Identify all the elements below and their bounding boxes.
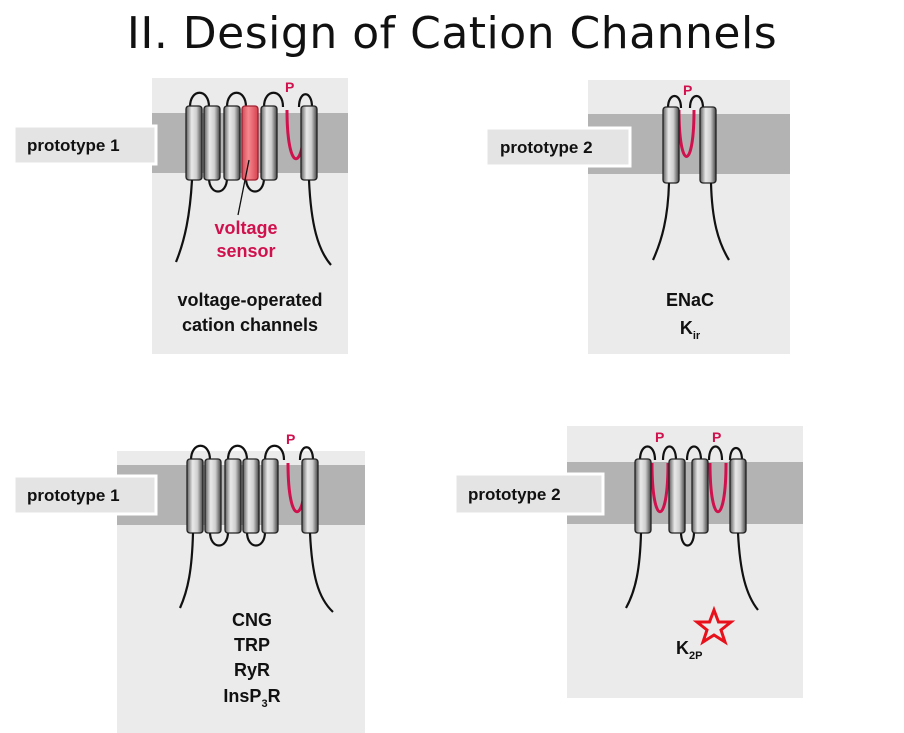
helix-s2 xyxy=(204,106,220,180)
pore-label: P xyxy=(286,431,296,447)
caption-line2: cation channels xyxy=(181,315,319,335)
helix-s5 xyxy=(262,459,278,533)
helix-s4 xyxy=(243,459,259,533)
caption-k2p: $K_{2P}$ xyxy=(676,638,703,662)
caption-line1: voltage-operated xyxy=(177,290,323,310)
panel-enac-kir xyxy=(486,80,790,354)
prototype-tag-label: prototype 2 xyxy=(468,485,561,504)
prototype-tag-label: prototype 2 xyxy=(500,138,593,157)
helix-s5 xyxy=(261,106,277,180)
helix-s4-voltage-sensor xyxy=(242,106,258,180)
helix-s3 xyxy=(225,459,241,533)
caption-cng: CNG xyxy=(232,610,272,630)
panel-cng-trp xyxy=(14,431,365,733)
helix-s3 xyxy=(224,106,240,180)
helix-m1 xyxy=(635,459,651,533)
pore-label-1: P xyxy=(655,429,665,445)
helix-s6 xyxy=(301,106,317,180)
caption-ryr: RyR xyxy=(233,660,271,680)
helix-m2 xyxy=(700,107,716,183)
caption-enac: ENaC xyxy=(665,290,715,310)
helix-s2 xyxy=(205,459,221,533)
pore-label: P xyxy=(683,82,693,98)
sensor-label-line1: voltage xyxy=(214,218,278,238)
caption-kir: $K_{ir}$ xyxy=(679,318,701,342)
prototype-tag-label: prototype 1 xyxy=(27,486,120,505)
sensor-label-line2: sensor xyxy=(216,241,276,261)
helix-s6 xyxy=(302,459,318,533)
helix-m1 xyxy=(663,107,679,183)
panel-k2p xyxy=(455,426,803,698)
prototype-tag-label: prototype 1 xyxy=(27,136,120,155)
helix-m2 xyxy=(669,459,685,533)
caption-trp: TRP xyxy=(234,635,270,655)
caption-insp3r: InsP$_3$R xyxy=(223,686,281,710)
helix-m3 xyxy=(692,459,708,533)
slide-title: II. Design of Cation Channels xyxy=(126,8,778,59)
pore-label: P xyxy=(285,79,295,95)
helix-s1 xyxy=(187,459,203,533)
helix-s1 xyxy=(186,106,202,180)
pore-label-2: P xyxy=(712,429,722,445)
panel-voltage-operated xyxy=(14,78,348,354)
helix-m4 xyxy=(730,459,746,533)
